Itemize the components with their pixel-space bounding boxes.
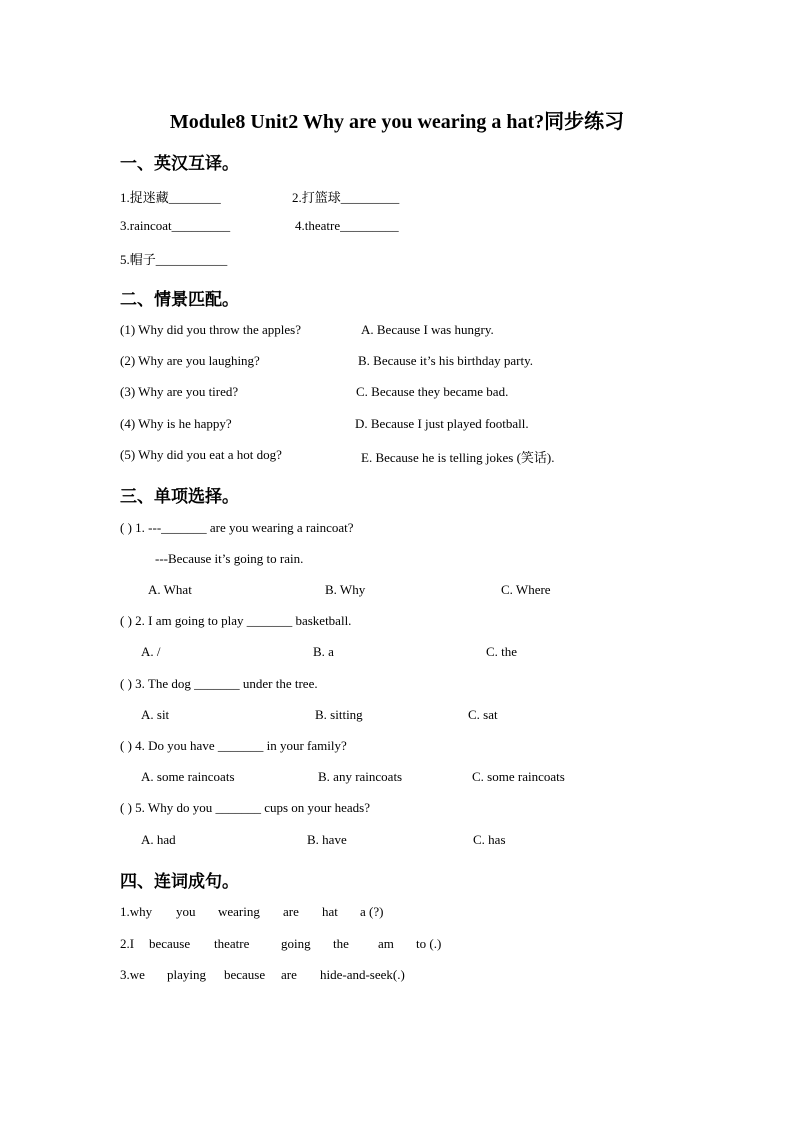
sentence-1-word: 1.why: [120, 904, 153, 919]
choice-question-3: ( ) 3. The dog _______ under the tree.: [120, 676, 318, 691]
section-3-heading: 三、单项选择。: [120, 487, 239, 506]
choice-question-5: ( ) 5. Why do you _______ cups on your heads?: [120, 800, 370, 815]
choice-5-option-c: C. has: [473, 832, 506, 847]
sentence-2-word: 2.I: [120, 936, 135, 951]
choice-1-option-a: A. What: [148, 582, 192, 597]
sentence-2-word: going: [281, 936, 311, 951]
sentence-2-word: theatre: [214, 936, 250, 951]
sentence-3-word: 3.we: [120, 967, 145, 982]
choice-4-option-c: C. some raincoats: [472, 769, 565, 784]
choice-question-2: ( ) 2. I am going to play _______ basketball.: [120, 613, 352, 628]
match-answer-b: B. Because it’s his birthday party.: [358, 353, 533, 368]
match-answer-d: D. Because I just played football.: [355, 416, 529, 431]
sentence-1-word: hat: [322, 904, 338, 919]
sentence-2-word: the: [333, 936, 349, 951]
match-question-3: (3) Why are you tired?: [120, 384, 239, 399]
choice-4-option-a: A. some raincoats: [141, 769, 235, 784]
page-title: Module8 Unit2 Why are you wearing a hat?同步练习: [169, 111, 625, 133]
choice-1-option-c: C. Where: [501, 582, 551, 597]
sentence-1-word: you: [176, 904, 196, 919]
sentence-3-word: because: [224, 967, 266, 982]
sentence-2-word: to (.): [416, 936, 442, 951]
section-1-heading: 一、英汉互译。: [120, 154, 239, 173]
match-question-4: (4) Why is he happy?: [120, 416, 232, 431]
choice-3-option-a: A. sit: [141, 707, 170, 722]
choice-question-1: ( ) 1. ---_______ are you wearing a raincoat?: [120, 520, 354, 535]
choice-5-option-b: B. have: [307, 832, 347, 847]
match-answer-a: A. Because I was hungry.: [361, 322, 494, 337]
match-question-5: (5) Why did you eat a hot dog?: [120, 447, 282, 462]
choice-3-option-b: B. sitting: [315, 707, 363, 722]
match-question-1: (1) Why did you throw the apples?: [120, 322, 301, 337]
choice-2-option-b: B. a: [313, 644, 334, 659]
sentence-3-word: hide-and-seek(.): [320, 967, 405, 982]
translate-item-1: 1.捉迷藏________: [120, 190, 221, 205]
choice-question-4: ( ) 4. Do you have _______ in your family?: [120, 738, 347, 753]
sentence-2-word: because: [149, 936, 191, 951]
choice-3-option-c: C. sat: [468, 707, 498, 722]
match-answer-e: E. Because he is telling jokes (笑话).: [361, 450, 555, 465]
sentence-1-word: are: [283, 904, 299, 919]
section-2-heading: 二、情景匹配。: [120, 290, 239, 309]
choice-5-option-a: A. had: [141, 832, 176, 847]
sentence-2-word: am: [378, 936, 394, 951]
sentence-1-word: wearing: [218, 904, 260, 919]
translate-item-4: 4.theatre_________: [295, 218, 399, 233]
match-answer-c: C. Because they became bad.: [356, 384, 509, 399]
choice-question-1-reply: ---Because it’s going to rain.: [155, 551, 304, 566]
sentence-1-word: a (?): [360, 904, 384, 919]
sentence-3-word: playing: [167, 967, 206, 982]
translate-item-5: 5.帽子___________: [120, 252, 228, 267]
choice-2-option-c: C. the: [486, 644, 518, 659]
translate-item-2: 2.打篮球_________: [292, 190, 400, 205]
match-question-2: (2) Why are you laughing?: [120, 353, 260, 368]
choice-1-option-b: B. Why: [325, 582, 366, 597]
section-4-heading: 四、连词成句。: [120, 872, 239, 891]
choice-2-option-a: A. /: [141, 644, 161, 659]
sentence-3-word: are: [281, 967, 297, 982]
translate-item-3: 3.raincoat_________: [120, 218, 231, 233]
choice-4-option-b: B. any raincoats: [318, 769, 403, 784]
